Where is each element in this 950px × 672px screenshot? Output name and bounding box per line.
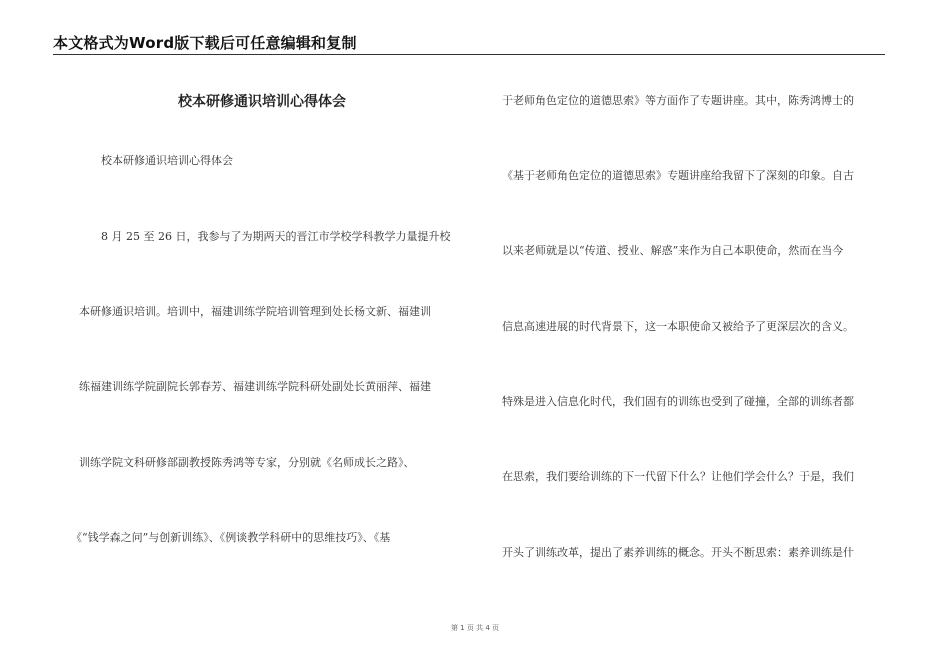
page-header-text: 本文格式为Word版下载后可任意编辑和复制 <box>53 34 357 52</box>
paragraph-line: 本研修通识培训。培训中，福建训练学院培训管理到处长杨文新、福建训 <box>79 305 431 318</box>
paragraph-line: 《“钱学森之问”与创新训练》、《例谈教学科研中的思维技巧》、《基 <box>71 531 391 544</box>
paragraph-line: 信息高速进展的时代背景下，这一本职使命又被给予了更深层次的含义。 <box>502 320 854 333</box>
header-divider <box>53 54 885 55</box>
paragraph-line: 开头了训练改革，提出了素养训练的概念。开头不断思索：素养训练是什 <box>502 546 854 559</box>
paragraph-line: 《基于老师角色定位的道德思索》专题讲座给我留下了深刻的印象。自古 <box>502 169 854 182</box>
paragraph-line: 以来老师就是以“传道、授业、解惑”来作为自己本职使命，然而在当今 <box>502 244 844 257</box>
paragraph-line: 练福建训练学院副院长郭春芳、福建训练学院科研处副处长黄丽萍、福建 <box>79 380 431 393</box>
paragraph-line: 于老师角色定位的道德思索》等方面作了专题讲座。其中，陈秀鸿博士的 <box>502 94 854 107</box>
paragraph-line: 特殊是进入信息化时代，我们固有的训练也受到了碰撞，全部的训练者都 <box>502 395 854 408</box>
page-number: 第 1 页 共 4 页 <box>450 624 500 632</box>
paragraph-line: 校本研修通识培训心得体会 <box>101 154 233 167</box>
paragraph-line: 8 月 25 至 26 日，我参与了为期两天的晋江市学校学科教学力量提升校 <box>101 230 451 243</box>
paragraph-line: 在思索，我们要给训练的下一代留下什么？让他们学会什么？于是，我们 <box>502 470 854 483</box>
paragraph-line: 训练学院文科研修部副教授陈秀鸿等专家，分别就《名师成长之路》、 <box>79 456 415 469</box>
document-title: 校本研修通识培训心得体会 <box>178 94 346 110</box>
